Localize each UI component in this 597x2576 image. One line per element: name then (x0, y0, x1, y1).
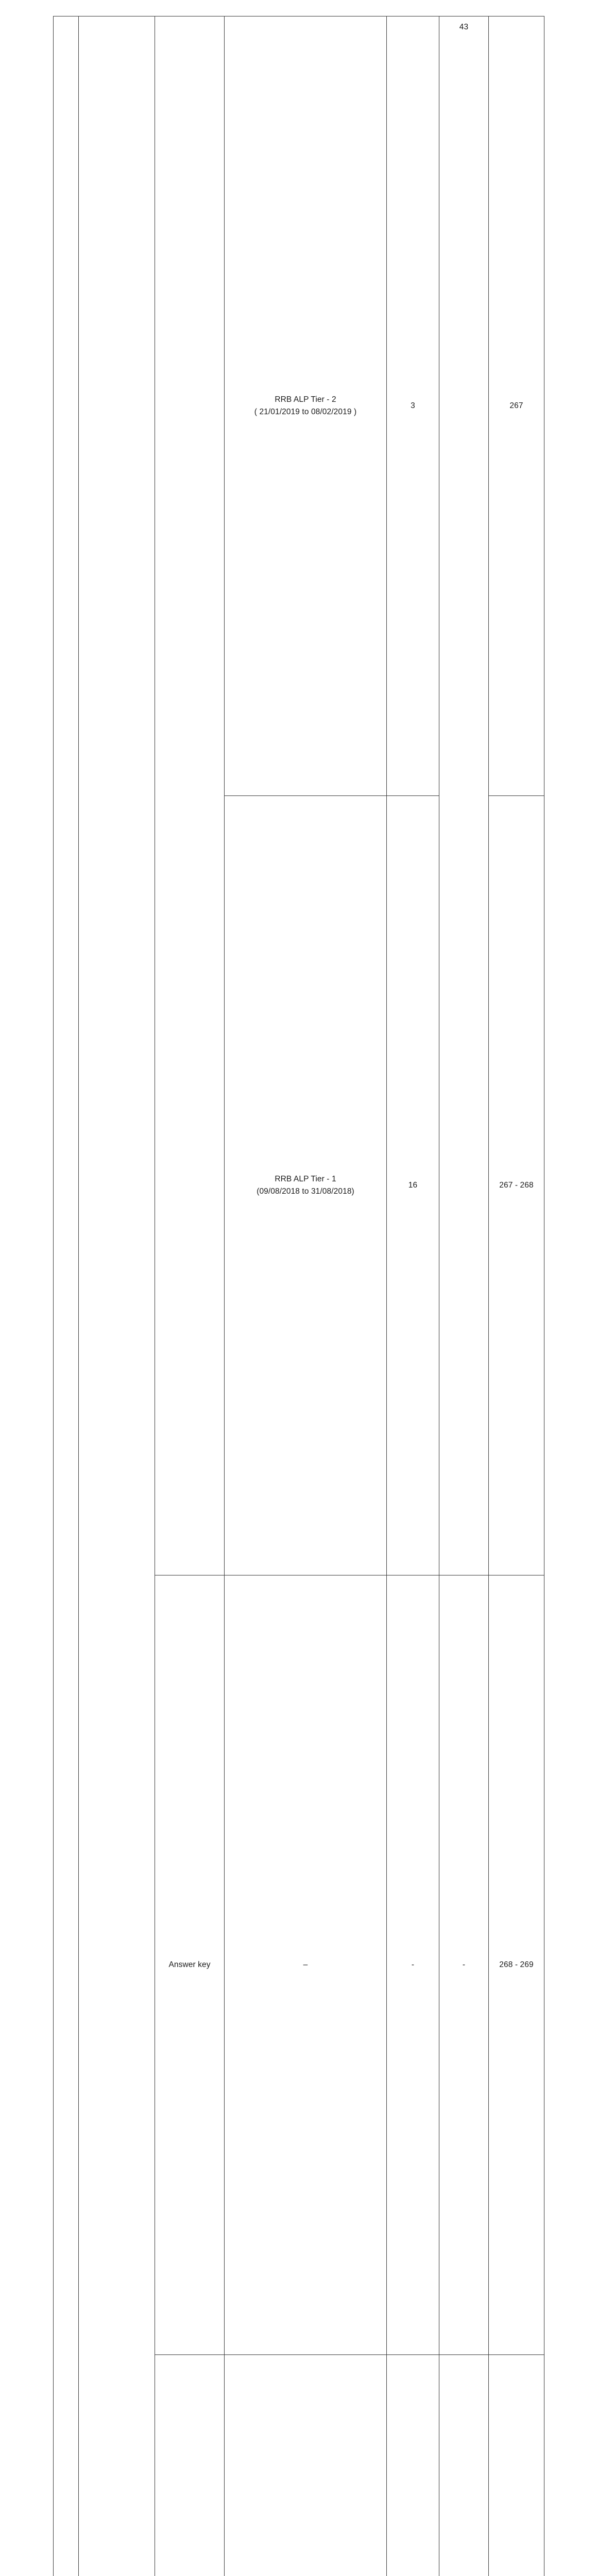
page-range-cell: 268 - 269 (489, 1575, 544, 2355)
section-name-cell: Answer key (155, 1575, 225, 2355)
video-number-cell: 43 (439, 16, 489, 1575)
book-index-table (53, 16, 544, 2576)
chapter-name-cell (79, 16, 155, 2576)
video-number-cell: - (439, 1575, 489, 2355)
exam-cell (225, 2355, 387, 2576)
table-row (54, 16, 544, 796)
exam-dates: ( 21/01/2019 to 08/02/2019 ) (227, 406, 384, 418)
page-range-cell: 267 - 268 (489, 796, 544, 1575)
exam-dates: (09/08/2018 to 31/08/2018) (227, 1185, 384, 1198)
section-name-cell (155, 2355, 225, 2576)
question-count-cell: 16 (387, 796, 439, 1575)
exam-name: RRB ALP Tier - 2 (227, 394, 384, 406)
serial-number-cell (54, 16, 79, 2576)
page-range-cell (489, 2355, 544, 2576)
exam-name: RRB ALP Tier - 1 (227, 1173, 384, 1185)
video-number-cell (439, 2355, 489, 2576)
exam-cell (225, 796, 387, 1575)
section-name-cell (155, 16, 225, 1575)
exam-cell (225, 16, 387, 796)
document-page (0, 0, 597, 773)
question-count-cell: 3 (387, 16, 439, 796)
page-range-cell: 267 (489, 16, 544, 796)
question-count-cell (387, 2355, 439, 2576)
question-count-cell: - (387, 1575, 439, 2355)
exam-cell: – (225, 1575, 387, 2355)
